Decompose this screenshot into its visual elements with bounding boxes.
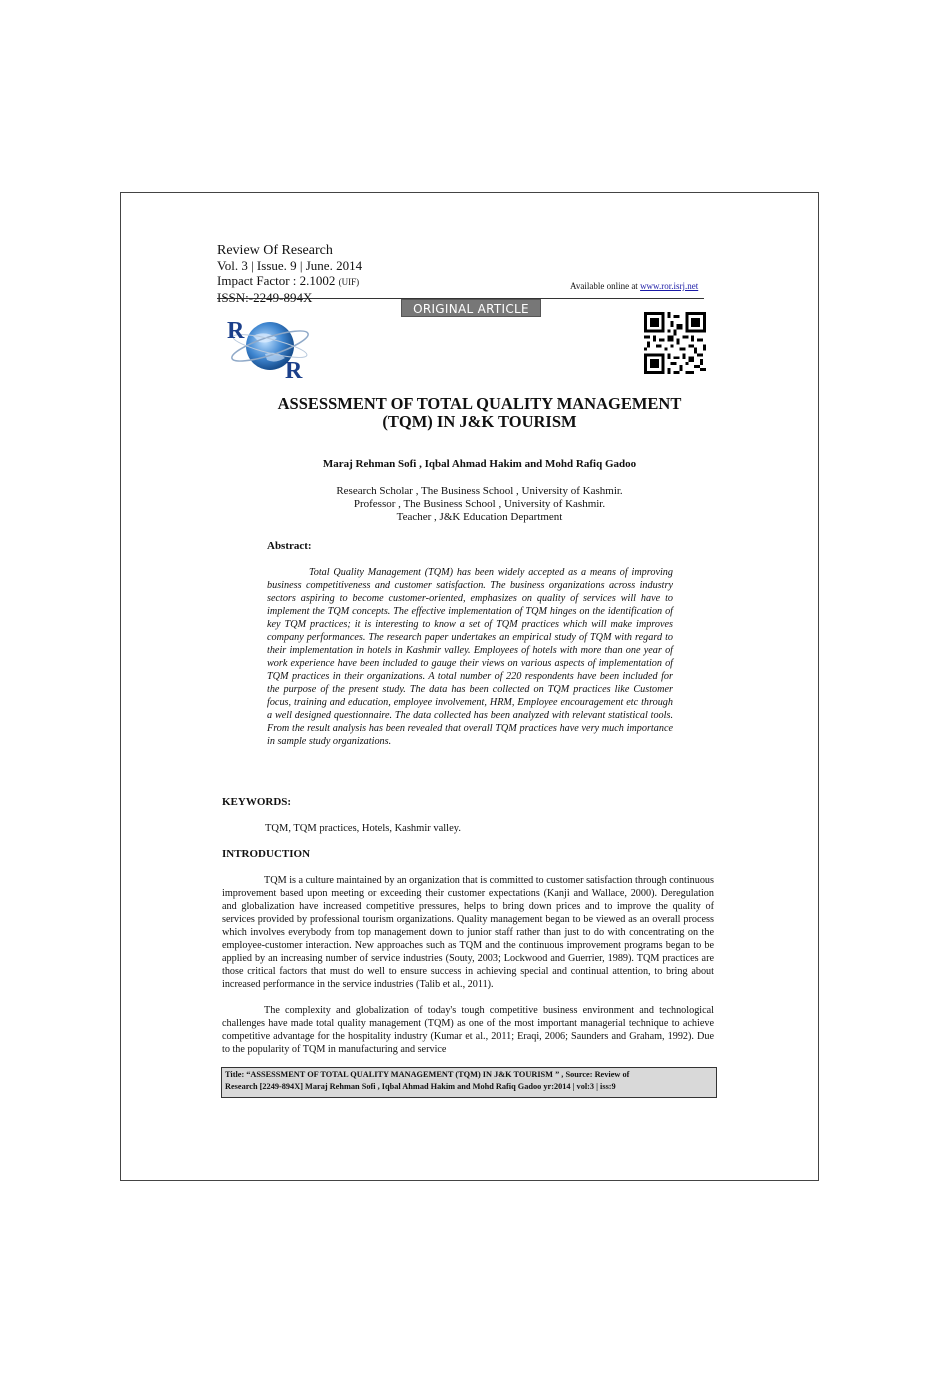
affiliation-2: Professor , The Business School , University of Kashmir. xyxy=(353,498,606,510)
logo-letter-r2: R xyxy=(285,358,303,380)
logo-letter-r1: R xyxy=(227,318,245,344)
abstract-text: Total Quality Management (TQM) has been widely accepted as a means of improving business competitiveness and customer satisfaction. The business organizations across industry sectors aspiring to become customer-oriented, emphasizes on quality of services will have to implement the TQM concepts. The effective implementation of TQM hinges on the identification of key TQM practices; it is interesting to know a set of TQM practices which will make improves company performances. The research paper undertakes an empirical study of TQM with regard to their implementation in hotels in Kashmir valley. Employees of hotels with more than one year of work experience have been included to gauge their views on various aspects of implementation of TQM practices in their organizations. A total number of 220 respondents have been included for the purpose of the present study. The data has been collected on TQM practices like Customer focus, training and education, employee involvement, HRM, Employee encouragement etc through a well designed questionnaire. The data collected has been analyzed with relevant statistical tools. From the result analysis has been revealed that overall TQM practices have very much importance in sample study organizations. xyxy=(267,567,673,747)
abstract-heading: Abstract: xyxy=(267,540,312,552)
article-type-badge: ORIGINAL ARTICLE xyxy=(401,299,541,317)
journal-info xyxy=(217,243,362,305)
journal-issn: ISSN:-2249-894X xyxy=(217,290,313,305)
affiliations xyxy=(217,485,742,524)
keywords-text: TQM, TQM practices, Hotels, Kashmir valley. xyxy=(265,823,461,834)
affiliation-1: Research Scholar , The Business School , University of Kashmir. xyxy=(336,485,623,497)
citation-line-2: Research [2249-894X] Maraj Rehman Sofi , Iqbal Ahmad Hakim and Mohd Rafiq Gadoo yr:2014 | vol:3 | iss:9 xyxy=(225,1082,616,1091)
introduction-heading: INTRODUCTION xyxy=(222,848,311,860)
citation-box xyxy=(221,1067,717,1098)
journal-link[interactable]: www.ror.isrj.net xyxy=(640,281,699,291)
intro-paragraph-2: The complexity and globalization of today's tough competitive business environment and technological challenges have made total quality management (TQM) as one of the most important managerial technique to achieve competitive advantage for the hospitality industry (Kumar et al., 2011; Eraqi, 2006; Saunders and Graham, 1992). Due to the popularity of TQM in manufacturing and service xyxy=(222,1005,714,1055)
authors: Maraj Rehman Sofi , Iqbal Ahmad Hakim and Mohd Rafiq Gadoo xyxy=(322,458,637,470)
citation-line-1: Title: “ASSESSMENT OF TOTAL QUALITY MANAGEMENT (TQM) IN J&K TOURISM ” , Source: Review of xyxy=(225,1070,630,1079)
journal-name: Review Of Research xyxy=(217,243,333,258)
keywords-heading: KEYWORDS: xyxy=(222,796,292,808)
globe-logo-icon xyxy=(225,314,311,380)
paper-title: ASSESSMENT OF TOTAL QUALITY MANAGEMENT (TQM) IN J&K TOURISM xyxy=(277,394,682,431)
intro-paragraph-1: TQM is a culture maintained by an organization that is committed to customer satisfaction through continuous improvement based upon meeting or exceeding their customer expectations (Kanji and Wallace, 2000). Deregulation and globalization have increased competitive pressures, helps to bring down prices and to improve the quality of services provided by professional tourism organizations. Quality management began to be viewed as an overall process which involves everybody from top management down to junior staff rather than just to do with concentrating on the employee-customer interaction. New approaches such as TQM and the continuous improvement programs began to be applied by an increasing number of service industries (Souty, 2003; Lockwood and Guerrier, 1989). TQM practices are those critical factors that must do well to ensure success in achieving special and continual attention, to bring about increased performance in the service industries (Talib et al., 2011). xyxy=(222,875,714,990)
journal-volume: Vol. 3 | Issue. 9 | June. 2014 xyxy=(217,258,363,273)
affiliation-3: Teacher , J&K Education Department xyxy=(396,511,563,523)
journal-impact: Impact Factor : 2.1002 (UIF) xyxy=(217,273,360,288)
availability-note: Available online at www.ror.isrj.net xyxy=(570,281,699,291)
qr-code-icon xyxy=(643,312,707,374)
